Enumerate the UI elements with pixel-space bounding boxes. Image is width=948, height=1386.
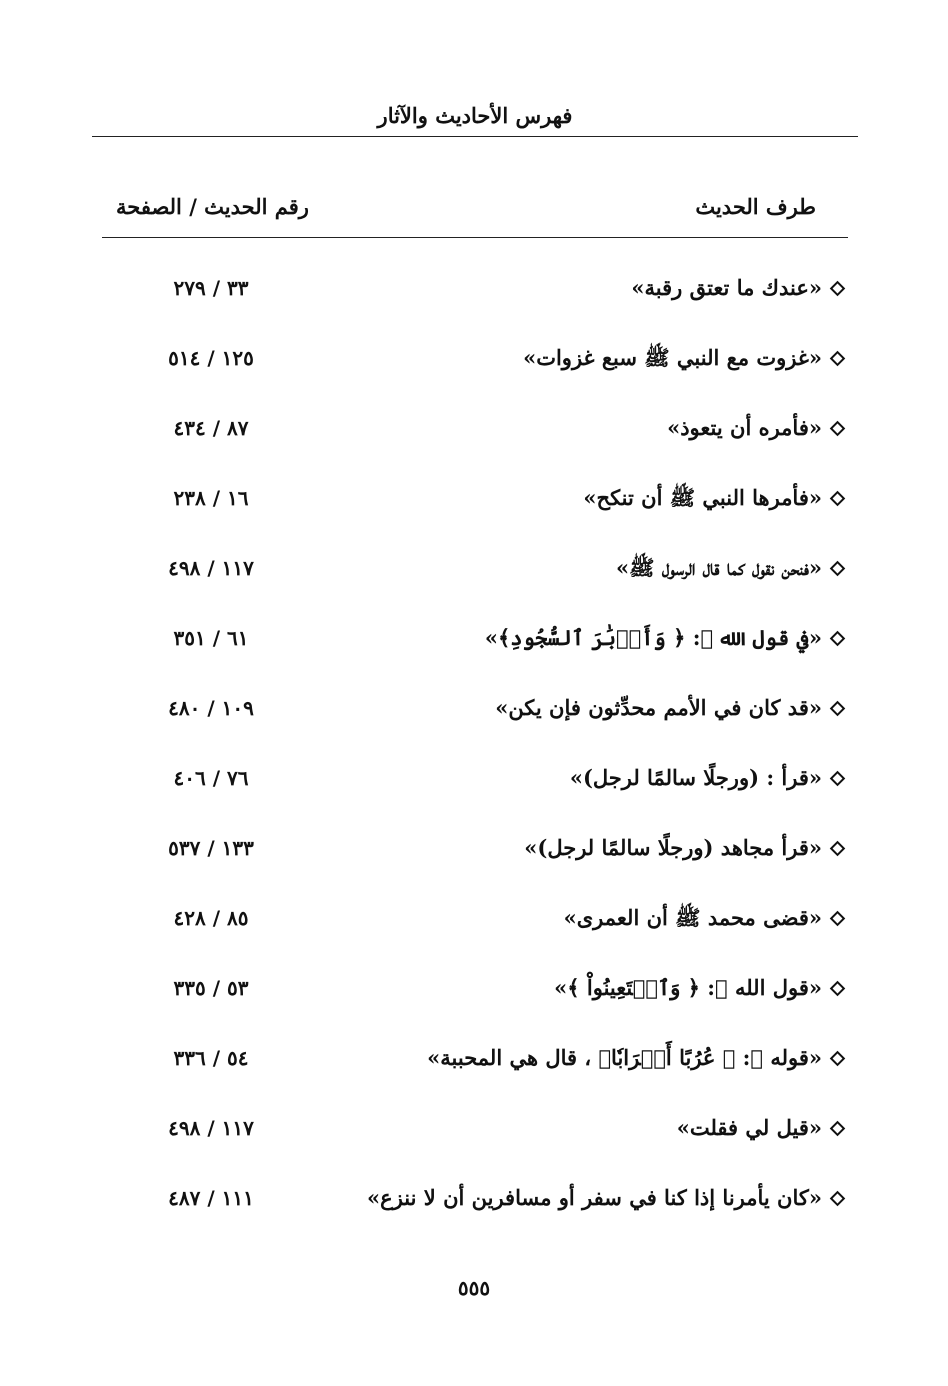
diamond-bullet-icon [830,281,846,297]
hadith-reference: ١١٧ / ٤٩٨ [168,556,254,580]
diamond-bullet-icon [830,561,846,577]
index-entry [0,1092,948,1162]
index-entry [0,672,948,742]
diamond-bullet-icon [830,1051,846,1067]
reference-column-header: رقم الحديث / الصفحة [116,194,309,219]
hadith-text: «فنحن نقول كما قال الرسول ﷺ» [616,555,822,580]
diamond-bullet-icon [830,911,846,927]
hadith-reference: ١٢٥ / ٥١٤ [168,346,254,370]
hadith-text: «كان يأمرنا إذا كنا في سفر أو مسافرين أن لا ننزع» [367,1185,822,1210]
index-entry [0,742,948,812]
diamond-bullet-icon [830,421,846,437]
diamond-bullet-icon [830,1121,846,1137]
hadith-text: «قرأ مجاهد (ورجلًا سالمًا لرجل)» [524,835,822,860]
diamond-bullet-icon [830,981,846,997]
hadith-text: «فأمرها النبي ﷺ أن تنكح» [583,485,822,510]
diamond-bullet-icon [830,631,846,647]
hadith-reference: ٦١ / ٣٥١ [173,626,249,650]
hadith-reference: ٧٦ / ٤٠٦ [173,766,249,790]
hadith-text: «غزوت مع النبي ﷺ سبع غزوات» [523,345,822,370]
header-rule [92,136,858,137]
page-number: ٥٥٥ [457,1276,491,1300]
hadith-reference: ١٦ / ٢٣٨ [173,486,249,510]
hadith-text: «قول الله ﷻ: ﴿ وَٱسۡتَعِينُواْ ﴾» [554,975,822,1000]
index-entry [0,532,948,602]
index-entry [0,812,948,882]
index-entry [0,1022,948,1092]
diamond-bullet-icon [830,701,846,717]
index-entry [0,322,948,392]
hadith-text: «فأمره أن يتعوذ» [667,415,822,440]
hadith-text: «قوله ﷻ: ﴿ عُرُبًا أَتۡرَابٗا﴾ ، قال هي المحببة» [427,1045,822,1070]
hadith-reference: ٨٥ / ٤٢٨ [173,906,249,930]
diamond-bullet-icon [830,351,846,367]
hadith-reference: ١٣٣ / ٥٣٧ [168,836,254,860]
hadith-reference: ٨٧ / ٤٣٤ [173,416,249,440]
hadith-reference: ١١٧ / ٤٩٨ [168,1116,254,1140]
index-entry [0,952,948,1022]
hadith-text: «قرأ : (ورجلًا سالمًا لرجل)» [569,765,822,790]
hadith-text: «قضى محمد ﷺ أن العمرى» [563,905,822,930]
hadith-reference: ١١١ / ٤٨٧ [168,1186,254,1210]
hadith-index-list [0,252,948,1232]
index-entry [0,882,948,952]
index-entry [0,1162,948,1232]
column-header-rule [102,237,848,238]
diamond-bullet-icon [830,1191,846,1207]
hadith-text: «عندك ما تعتق رقبة» [631,275,822,300]
hadith-reference: ٥٤ / ٣٣٦ [173,1046,249,1070]
index-entry [0,462,948,532]
hadith-reference: ٥٣ / ٣٣٥ [173,976,249,1000]
hadith-text: «في قول الله ﷻ: ﴿ وَأَدۡبَٰرَ ٱلسُّجُودِ﴾» [484,625,822,650]
hadith-text: «قيل لي فقلت» [676,1115,822,1140]
diamond-bullet-icon [830,491,846,507]
hadith-reference: ٣٣ / ٢٧٩ [173,276,249,300]
hadith-text: «قد كان في الأمم محدِّثون فإن يكن» [495,695,822,720]
hadith-column-header: طرف الحديث [695,194,816,219]
running-title: فهرس الأحاديث والآثار [377,103,573,128]
diamond-bullet-icon [830,771,846,787]
index-entry [0,602,948,672]
hadith-reference: ١٠٩ / ٤٨٠ [168,696,254,720]
index-entry [0,252,948,322]
index-entry [0,392,948,462]
diamond-bullet-icon [830,841,846,857]
